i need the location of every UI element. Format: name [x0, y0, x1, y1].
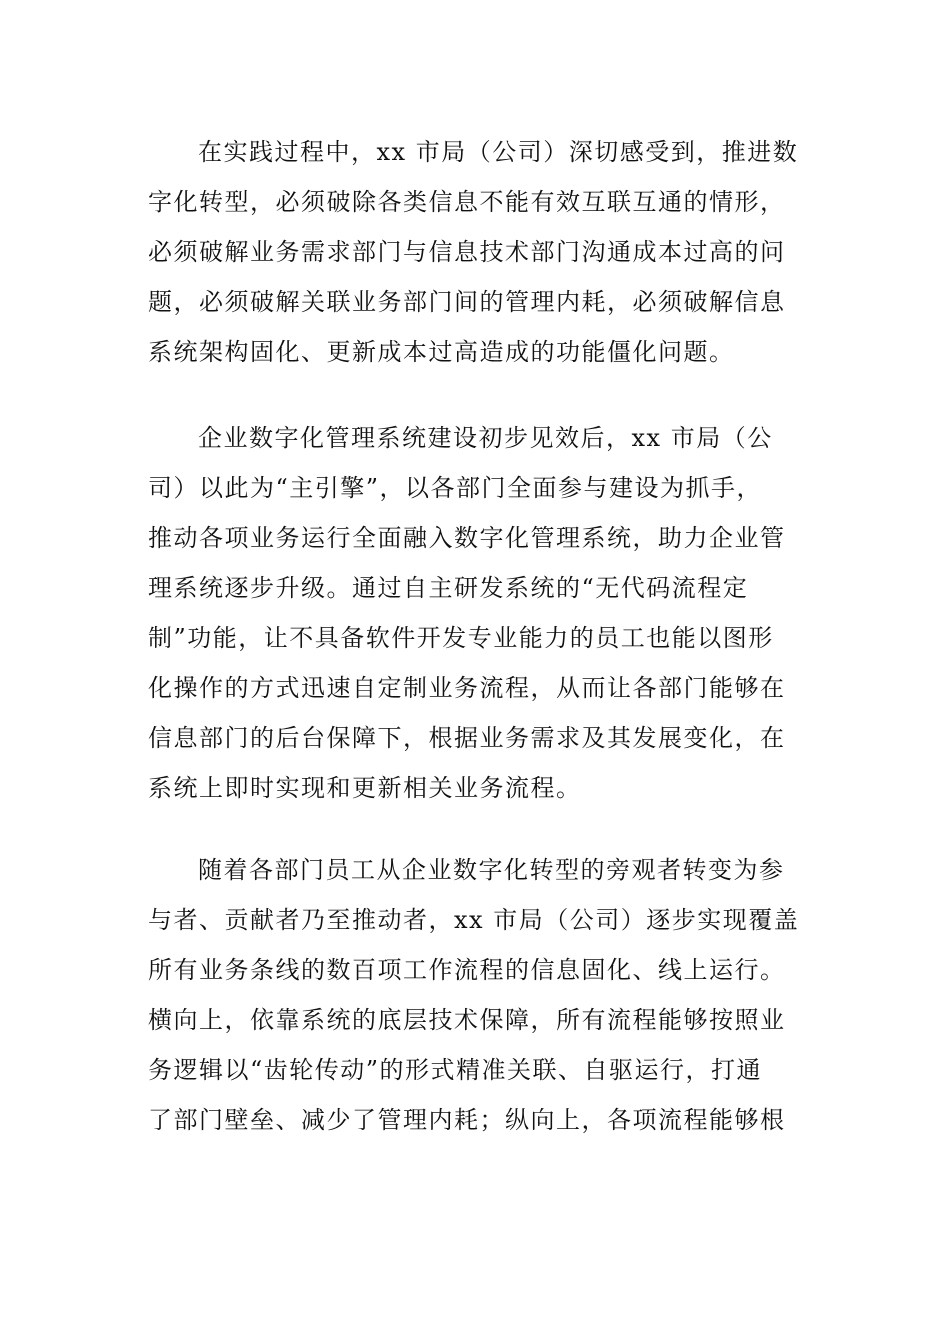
paragraph-line: 系统架构固化、更新成本过高造成的功能僵化问题。 — [148, 338, 735, 366]
paragraph-3 — [148, 845, 800, 1145]
paragraph-line: 理系统逐步升级。通过自主研发系统的“无代码流程定 — [148, 574, 749, 602]
paragraph-line: 随着各部门员工从企业数字化转型的旁观者转变为参 — [198, 856, 785, 884]
paragraph-line: 系统上即时实现和更新相关业务流程。 — [148, 774, 582, 802]
paragraph-line: 化操作的方式迅速自定制业务流程，从而让各部门能够在 — [148, 674, 786, 702]
paragraph-1 — [148, 127, 799, 377]
paragraph-line: 必须破解业务需求部门与信息技术部门沟通成本过高的问 — [148, 238, 786, 266]
paragraph-line: 信息部门的后台保障下，根据业务需求及其发展变化，在 — [148, 724, 786, 752]
paragraph-line: 在实践过程中，xx 市局（公司）深切感受到，推进数 — [198, 138, 799, 166]
paragraph-line: 企业数字化管理系统建设初步见效后，xx 市局（公 — [198, 424, 773, 452]
paragraph-line: 司）以此为“主引擎”，以各部门全面参与建设为抓手， — [148, 474, 763, 502]
paragraph-line: 横向上，依靠系统的底层技术保障，所有流程能够按照业 — [148, 1006, 786, 1034]
paragraph-line: 了部门壁垒、减少了管理内耗；纵向上，各项流程能够根 — [148, 1106, 786, 1134]
paragraph-line: 制”功能，让不具备软件开发专业能力的员工也能以图形 — [148, 624, 774, 652]
paragraph-line: 所有业务条线的数百项工作流程的信息固化、线上运行。 — [148, 956, 786, 984]
paragraph-2 — [148, 413, 788, 813]
paragraph-line: 与者、贡献者乃至推动者，xx 市局（公司）逐步实现覆盖 — [148, 906, 800, 934]
paragraph-line: 务逻辑以“齿轮传动”的形式精准关联、自驱运行，打通 — [148, 1056, 763, 1084]
paragraph-line: 推动各项业务运行全面融入数字化管理系统，助力企业管 — [148, 524, 786, 552]
paragraph-line: 字化转型，必须破除各类信息不能有效互联互通的情形， — [148, 188, 786, 216]
paragraph-line: 题，必须破解关联业务部门间的管理内耗，必须破解信息 — [148, 288, 786, 316]
